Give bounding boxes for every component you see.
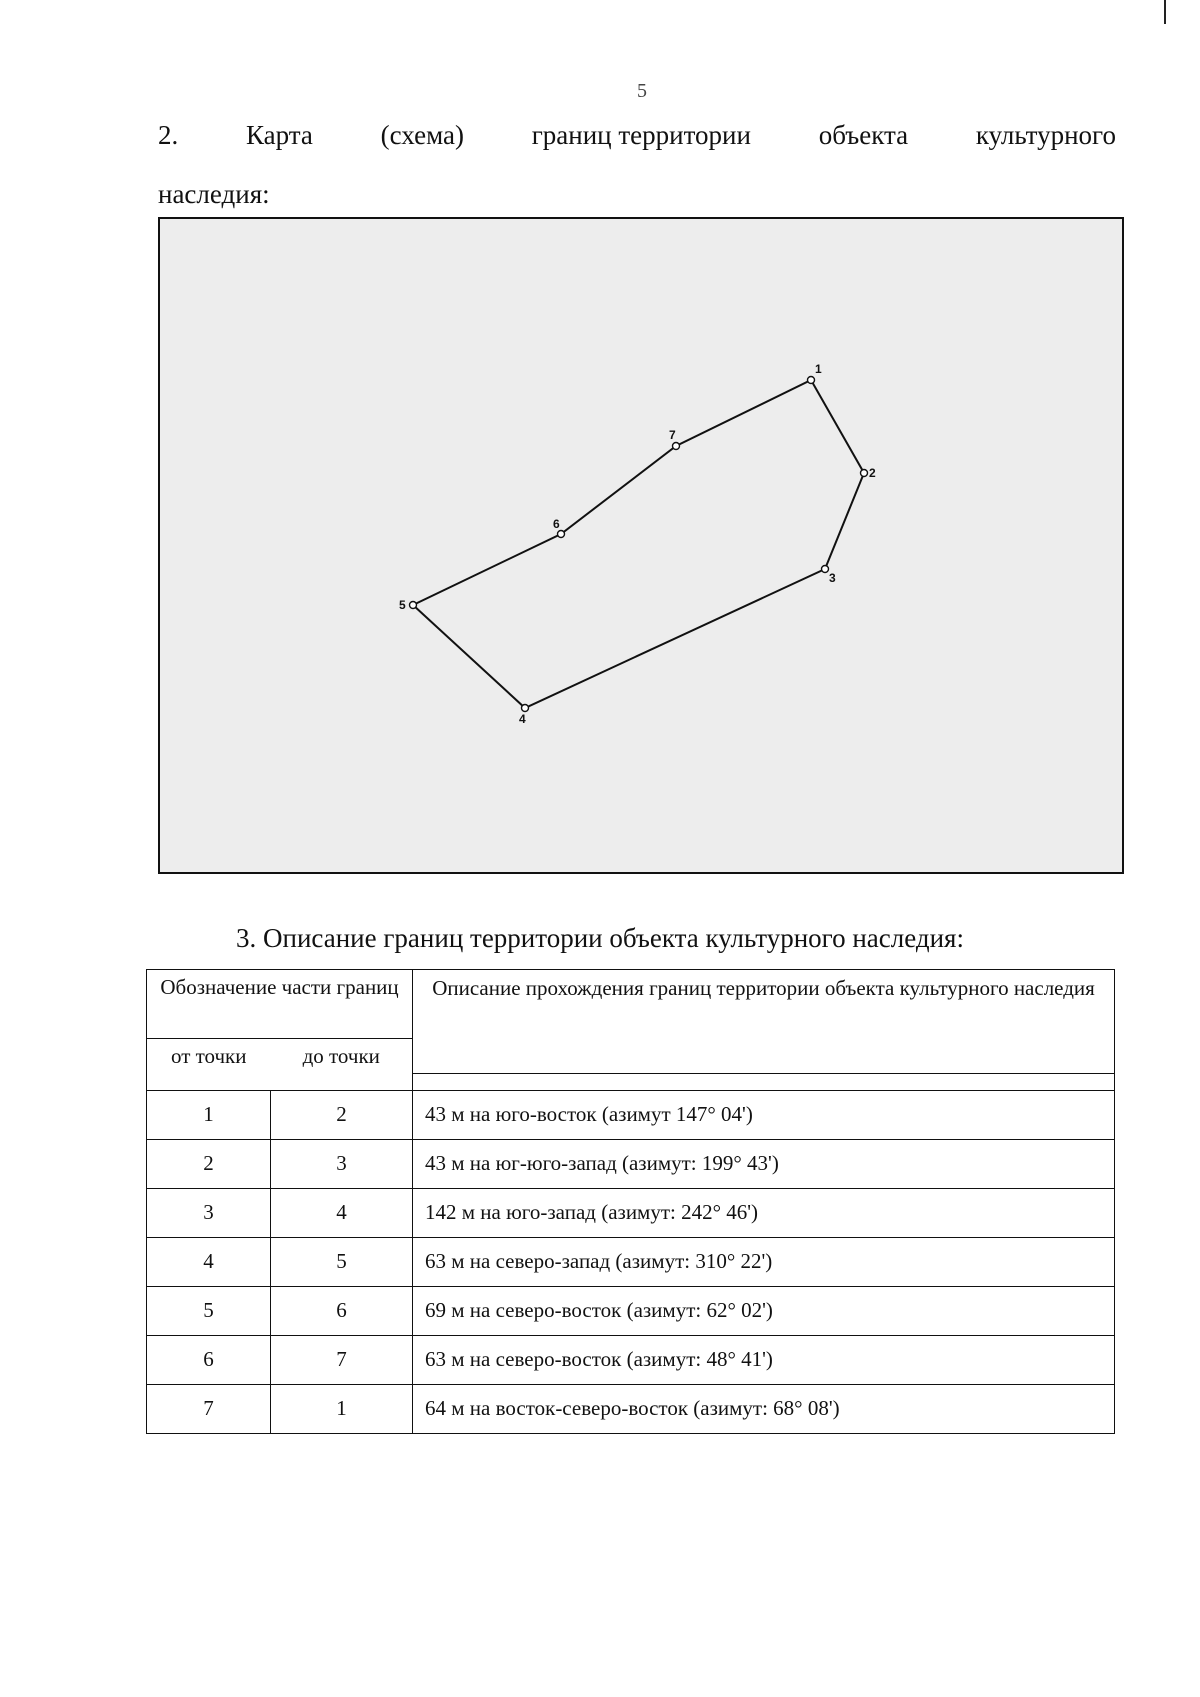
to-point-cell: 7 — [271, 1335, 413, 1384]
boundary-point-marker — [861, 470, 868, 477]
heading-word: 2. — [158, 120, 179, 150]
table-row — [147, 1090, 1115, 1139]
point-label: 3 — [829, 571, 836, 585]
map-background — [160, 219, 1122, 872]
table-row — [147, 1139, 1115, 1188]
from-point-cell: 1 — [147, 1090, 271, 1139]
to-point-cell: 4 — [271, 1188, 413, 1237]
section-2-heading — [158, 120, 1116, 210]
description-cell: 69 м на северо-восток (азимут: 62° 02') — [413, 1286, 1115, 1335]
point-label: 7 — [669, 428, 676, 442]
table-row — [147, 1335, 1115, 1384]
boundary-point-marker — [410, 602, 417, 609]
boundary-map — [158, 217, 1124, 874]
point-label: 5 — [399, 598, 406, 612]
from-point-cell: 2 — [147, 1139, 271, 1188]
boundary-table — [146, 969, 1115, 1434]
boundary-point-marker — [673, 443, 680, 450]
to-point-cell: 1 — [271, 1384, 413, 1433]
header-boundary-part: Обозначение части границ — [147, 970, 413, 1039]
to-point-cell: 5 — [271, 1237, 413, 1286]
section-2-line-2: наследия: — [158, 179, 270, 209]
point-label: 6 — [553, 517, 560, 531]
spacer-cell — [147, 1073, 413, 1090]
header-from-point: от точки — [147, 1039, 271, 1074]
boundary-point-marker — [822, 566, 829, 573]
boundary-point-marker — [808, 377, 815, 384]
to-point-cell: 2 — [271, 1090, 413, 1139]
table-row — [147, 1384, 1115, 1433]
from-point-cell: 5 — [147, 1286, 271, 1335]
to-point-cell: 3 — [271, 1139, 413, 1188]
point-label: 2 — [869, 466, 876, 480]
page-number: 5 — [637, 80, 647, 102]
description-cell: 43 м на юго-восток (азимут 147° 04') — [413, 1090, 1115, 1139]
heading-word: объекта — [818, 120, 909, 150]
description-cell: 43 м на юг-юго-запад (азимут: 199° 43') — [413, 1139, 1115, 1188]
table-row — [147, 1188, 1115, 1237]
boundary-point-marker — [522, 705, 529, 712]
heading-word: культурного — [975, 120, 1116, 150]
point-label: 1 — [815, 362, 822, 376]
table-row — [147, 1237, 1115, 1286]
spacer-cell — [413, 1073, 1115, 1090]
header-to-point: до точки — [271, 1039, 413, 1074]
heading-word: границ территории — [531, 120, 751, 150]
point-label: 4 — [519, 712, 526, 726]
description-cell: 63 м на северо-восток (азимут: 48° 41') — [413, 1335, 1115, 1384]
table-row — [147, 1286, 1115, 1335]
header-spacer-row — [147, 1073, 1115, 1090]
from-point-cell: 7 — [147, 1384, 271, 1433]
section-3-title: 3. Описание границ территории объекта культурного наследия: — [236, 923, 964, 953]
header-description: Описание прохождения границ территории объекта культурного наследия — [413, 970, 1115, 1074]
to-point-cell: 6 — [271, 1286, 413, 1335]
boundary-point-marker — [558, 531, 565, 538]
description-cell: 64 м на восток-северо-восток (азимут: 68° 08') — [413, 1384, 1115, 1433]
heading-word: Карта — [246, 120, 313, 150]
heading-word: (схема) — [380, 120, 464, 150]
boundary-map-svg — [160, 219, 1122, 872]
description-cell: 142 м на юго-запад (азимут: 242° 46') — [413, 1188, 1115, 1237]
from-point-cell: 4 — [147, 1237, 271, 1286]
description-cell: 63 м на северо-запад (азимут: 310° 22') — [413, 1237, 1115, 1286]
from-point-cell: 3 — [147, 1188, 271, 1237]
section-2-line-1 — [158, 120, 1116, 151]
from-point-cell: 6 — [147, 1335, 271, 1384]
scan-edge-line — [1164, 0, 1166, 24]
